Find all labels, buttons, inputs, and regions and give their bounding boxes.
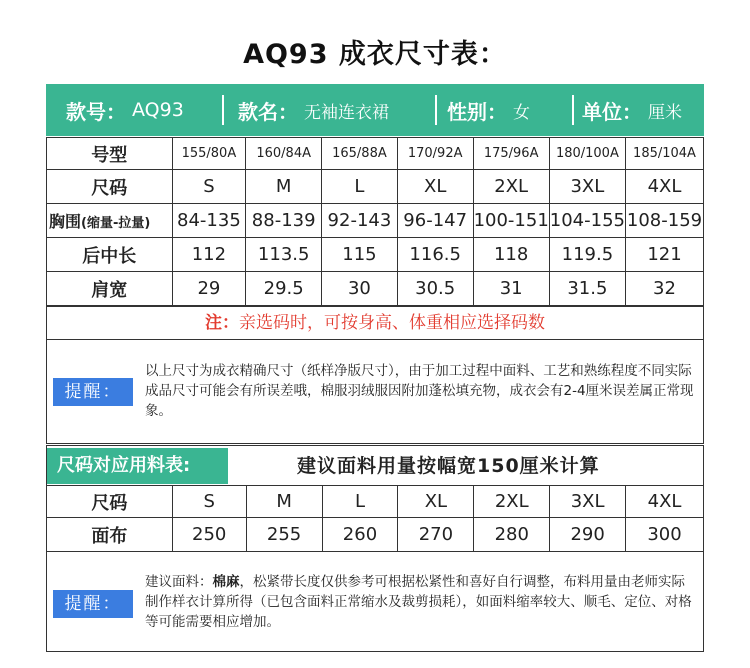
table-cell: L	[322, 486, 398, 518]
table-cell: 100-151	[473, 204, 549, 238]
table-cell: 175/96A	[473, 138, 549, 170]
table-cell: 116.5	[397, 238, 473, 272]
table-cell: M	[246, 170, 322, 204]
row-label: 尺码	[47, 170, 173, 204]
table-cell: 31	[473, 272, 549, 306]
table-row	[47, 138, 704, 170]
table-cell: 255	[246, 518, 322, 552]
size-table	[46, 137, 704, 306]
gender-label: 性别：	[447, 99, 507, 124]
table-cell: 4XL	[626, 170, 704, 204]
reminder-badge: 提醒：	[53, 590, 133, 618]
table-cell: 290	[550, 518, 626, 552]
reminder-box-1	[46, 340, 704, 444]
table-row	[47, 518, 704, 552]
table-cell: 2XL	[474, 486, 550, 518]
size-selection-note	[46, 306, 704, 340]
table-cell: 104-155	[549, 204, 625, 238]
fabric-section-header	[46, 445, 704, 485]
table-cell: 92-143	[322, 204, 398, 238]
table-cell: 2XL	[473, 170, 549, 204]
reminder-badge: 提醒：	[53, 378, 133, 406]
table-cell: 185/104A	[626, 138, 704, 170]
row-label	[47, 204, 173, 238]
table-cell: 30.5	[397, 272, 473, 306]
table-cell: 3XL	[550, 486, 626, 518]
table-cell: 118	[473, 238, 549, 272]
row-label: 号型	[47, 138, 173, 170]
table-cell: 260	[322, 518, 398, 552]
table-cell: 180/100A	[549, 138, 625, 170]
table-cell: 160/84A	[246, 138, 322, 170]
unit-value: 厘米	[648, 102, 682, 123]
table-cell: 165/88A	[322, 138, 398, 170]
table-cell: 84-135	[172, 204, 246, 238]
table-cell: 155/80A	[172, 138, 246, 170]
table-row	[47, 272, 704, 306]
row-label: 尺码	[47, 486, 173, 518]
fabric-table	[46, 485, 704, 552]
unit-label: 单位：	[582, 99, 642, 124]
row-label-sub: (缩量-拉量)	[81, 216, 151, 231]
fabric-section-desc: 建议面料用量按幅宽150厘米计算	[297, 455, 600, 477]
row-label: 面布	[47, 518, 173, 552]
reminder-text-bold: 棉麻	[212, 574, 240, 590]
table-cell: 4XL	[626, 486, 704, 518]
table-cell: 31.5	[549, 272, 625, 306]
page-title: AQ93 成衣尺寸表：	[243, 39, 507, 70]
table-cell: 32	[626, 272, 704, 306]
table-cell: XL	[398, 486, 474, 518]
row-label: 后中长	[47, 238, 173, 272]
product-info-bar	[46, 84, 704, 136]
style-name-label: 款名：	[238, 99, 298, 124]
reminder-box-2	[46, 552, 704, 652]
table-cell: M	[246, 486, 322, 518]
style-number	[46, 84, 222, 136]
table-cell: 270	[398, 518, 474, 552]
table-cell: 30	[322, 272, 398, 306]
reminder-text: 以上尺寸为成衣精确尺寸（纸样净版尺寸），由于加工过程中面料、工艺和熟练程度不同实际成品尺寸可能会有所误差哦，棉服羽绒服因附加蓬松填充物，成衣会有2-4厘米误差属正常现象。	[145, 363, 694, 419]
style-name-value: 无袖连衣裙	[304, 102, 389, 123]
table-cell: S	[172, 170, 246, 204]
note-prefix: 注：	[205, 313, 239, 333]
table-cell: 115	[322, 238, 398, 272]
table-row	[47, 486, 704, 518]
unit	[574, 84, 702, 136]
table-cell: 280	[474, 518, 550, 552]
table-cell: 119.5	[549, 238, 625, 272]
table-row	[47, 204, 704, 238]
table-cell: S	[172, 486, 246, 518]
table-cell: 250	[172, 518, 246, 552]
row-label: 肩宽	[47, 272, 173, 306]
table-cell: 300	[626, 518, 704, 552]
table-cell: L	[322, 170, 398, 204]
gender-value: 女	[513, 102, 530, 123]
table-cell: 29.5	[246, 272, 322, 306]
note-text: 亲选码时，可按身高、体重相应选择码数	[239, 313, 545, 333]
style-number-value: AQ93	[132, 99, 184, 121]
table-cell: 112	[172, 238, 246, 272]
reminder-text-prefix: 建议面料：	[145, 574, 213, 590]
table-row	[47, 170, 704, 204]
table-cell: XL	[397, 170, 473, 204]
fabric-section-tab: 尺码对应用料表:	[47, 448, 228, 484]
table-cell: 170/92A	[397, 138, 473, 170]
table-cell: 108-159	[626, 204, 704, 238]
reminder-text-rest: ，松紧带长度仅供参考可根据松紧性和喜好自行调整，布料用量由老师实际制作样衣计算所得（已包含面料正常缩水及裁剪损耗），如面料缩率较大、顺毛、定位、对格等可能需要相应增加。	[145, 574, 692, 630]
table-cell: 29	[172, 272, 246, 306]
style-name	[224, 84, 435, 136]
style-number-label: 款号：	[66, 99, 126, 124]
table-cell: 3XL	[549, 170, 625, 204]
table-cell: 113.5	[246, 238, 322, 272]
table-cell: 121	[626, 238, 704, 272]
row-label-main: 胸围	[49, 212, 82, 231]
table-cell: 96-147	[397, 204, 473, 238]
table-cell: 88-139	[246, 204, 322, 238]
reminder-text	[145, 572, 697, 632]
gender	[437, 84, 572, 136]
table-row	[47, 238, 704, 272]
